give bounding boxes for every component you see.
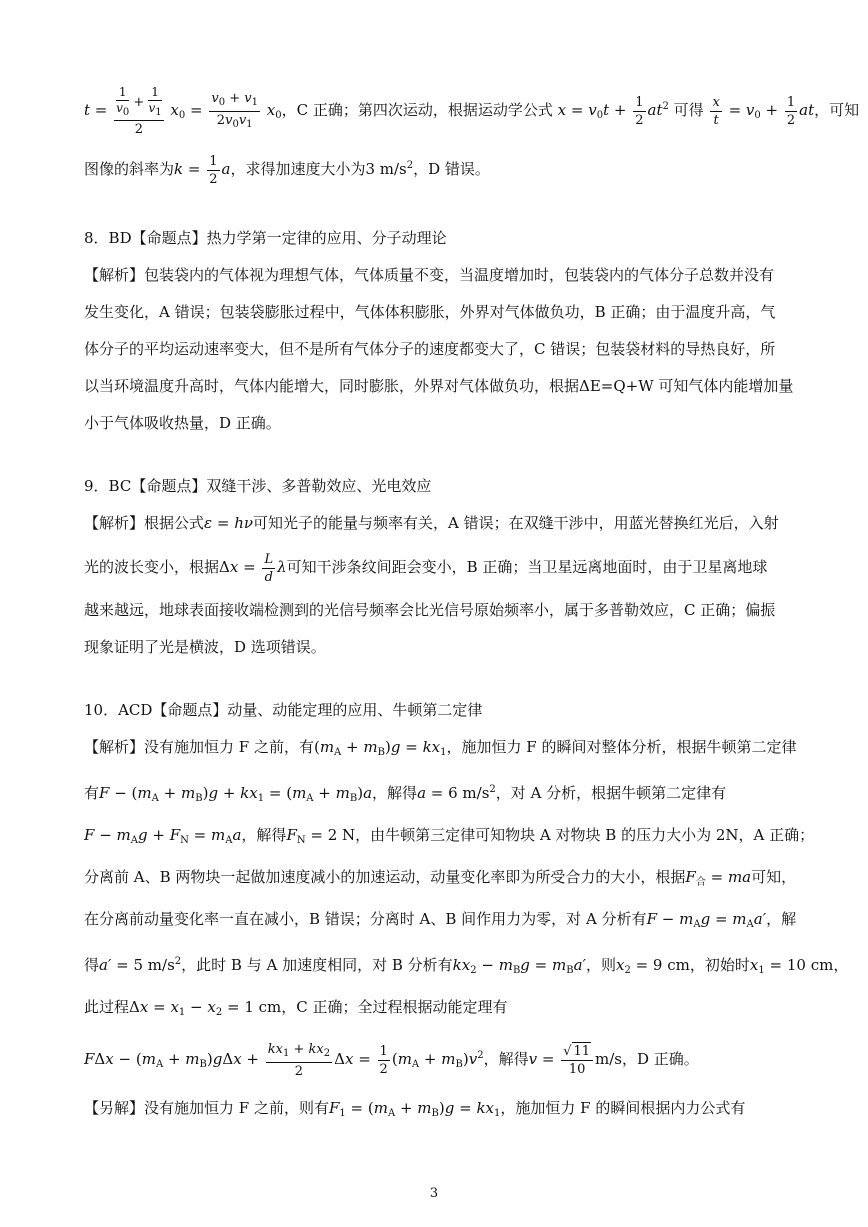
q10-line-7: 此过程$\Delta x = x_1 - x_2 = 1$ cm，C 正确；全过程根据动能定理有	[84, 998, 508, 1018]
text: 可知干涉条纹间距会变小，B 正确；当卫星远离地面时，由于卫星离地球	[286, 558, 768, 576]
q9-line-1: 【解析】根据公式ε = hν可知光子的能量与频率有关，A 错误；在双缝干涉中，用蓝光替换红光后，入射	[84, 514, 779, 532]
q7-line-1: t = $\frac{1}{v_0}$ + $\frac{1}{v_1}$ 2 $x_0$ = $\frac{v_0 + v_1}{2v_0v_1}$ $x_0$，C 正确；第四次运动，根据运动学公式 $x = v_0t$ + $\frac{1}{2}$ $at^2$ 可得 $\frac{x}{t}$ = $v_0$ + $\frac{1}{2}$ at，可知	[84, 84, 860, 137]
fraction: $\frac{√ 11}{10}$	[561, 1042, 593, 1078]
text: ，由牛顿第三定律可知物块 A 对物块 B 的压力大小为 2N，A 正确；	[355, 826, 815, 844]
q10-line-8: $F\Delta x - (m_A + m_B)g\Delta x$ + $\frac{kx_1 + kx_2}{2}$ Δx = $\frac{1}{2}$ $(m_A + m_B)v^2$，解得v = $\frac{√ 11}{10}$ m/s，D 正确。	[84, 1041, 699, 1079]
acceleration-value: 3 m/s	[365, 160, 407, 178]
fraction: $\frac{1}{2}$	[786, 94, 796, 128]
q8-line-4: 以当环境温度升高时，气体内能增大，同时膨胀，外界对气体做负功，根据ΔE=Q+W 可知气体内能增加量	[84, 377, 794, 395]
text: ，施加恒力 F 的瞬间对整体分析，根据牛顿第二定律	[446, 738, 797, 756]
q9-line-4: 现象证明了光是横波，D 选项错误。	[84, 638, 326, 656]
q10-line-9: 【另解】没有施加恒力 F 之前，则有$F_1 = (m_A + m_B)g = kx_1$，施加恒力 F 的瞬间根据内力公式有	[84, 1099, 746, 1119]
text: 有	[84, 784, 100, 802]
text: ，可知	[814, 101, 860, 119]
fraction: $\frac{L}{d}$	[264, 551, 274, 585]
text: ，C 正确；第四次运动，根据运动学公式	[281, 101, 553, 119]
fraction: $\frac{1}{2}$	[379, 1043, 388, 1077]
text: 图像的斜率为	[84, 160, 175, 178]
q10-line-4: 分离前 A、B 两物块一起做加速度减小的加速运动，动量变化率即为所受合力的大小，根据$F_合$ = ma可知，	[84, 868, 797, 888]
document-content	[84, 82, 860, 1132]
text: ，解得	[241, 826, 287, 844]
q10-line-2: 有$F - (m_A + m_B)g + kx_1 = (m_A + m_B)a$，解得a = 6 $m/s^2$，对 A 分析，根据牛顿第二定律有	[84, 784, 727, 804]
text: 【解析】根据公式	[84, 514, 205, 532]
q10-line-1: 【解析】没有施加恒力 F 之前，有$(m_A + m_B)g = kx_1$，施加恒力 F 的瞬间对整体分析，根据牛顿第二定律	[84, 738, 797, 758]
text: 光的波长变小，根据	[84, 558, 220, 576]
text: 可得	[673, 101, 704, 119]
fraction: $\frac{1}{v_0}$ + $\frac{1}{v_1}$ 2	[116, 84, 162, 137]
q10-line-6: 得a′ = 5 $m/s^2$，此时 B 与 A 加速度相同，对 B 分析有$kx_2 - m_Bg = m_Ba'$，则$x_2 = 9$ cm，初始时$x_1 = 10$ cm，	[84, 956, 849, 976]
text: 可知光子的能量与频率有关，A 错误；在双缝干涉中，用蓝光替换红光后，入射	[252, 514, 779, 532]
text: 得	[84, 956, 100, 974]
q7-line-2: 图像的斜率为k = $\frac{1}{2}$ a，求得加速度大小为3 $m/s^2$，D 错误。	[84, 153, 490, 187]
text: ，C 正确；全过程根据动能定理有	[281, 998, 508, 1016]
text: ，解得	[372, 784, 418, 802]
fraction: $\frac{1}{2}$	[209, 153, 218, 187]
text: 分离前 A、B 两物块一起做加速度减小的加速运动，动量变化率即为所受合力的大小，根据	[84, 868, 686, 886]
text: ，对 A 分析，根据牛顿第二定律有	[495, 784, 727, 802]
text: 【另解】没有施加恒力 F 之前，则有	[84, 1099, 329, 1117]
text: 可知，	[751, 868, 797, 886]
text: 在分离前动量变化率一直在减小，B 错误；分离时 A、B 间作用力为零，对 A 分析有	[84, 910, 647, 928]
text: ，施加恒力 F 的瞬间根据内力公式有	[500, 1099, 746, 1117]
text: ，则	[585, 956, 616, 974]
text: ，此时 B 与 A 加速度相同，对 B 分析有	[181, 956, 453, 974]
text: ，解得	[483, 1050, 529, 1068]
q10-line-3: $F - m_Ag + F_N = m_Aa$，解得$F_N = 2$ N，由牛顿第三定律可知物块 A 对物块 B 的压力大小为 2N，A 正确；	[84, 826, 815, 846]
text: ，求得加速度大小为	[230, 160, 366, 178]
fraction: $\frac{v_0 + v_1}{2v_0v_1}$	[211, 90, 258, 130]
q9-line-2: 光的波长变小，根据Δx = $\frac{L}{d}$ λ可知干涉条纹间距会变小，B 正确；当卫星远离地面时，由于卫星离地球	[84, 551, 768, 585]
fraction: $\frac{x}{t}$	[712, 94, 720, 128]
q10-line-5: 在分离前动量变化率一直在减小，B 错误；分离时 A、B 间作用力为零，对 A 分析有$F - m_Ag = m_Aa'$，解	[84, 910, 797, 930]
q10-heading: 10．ACD【命题点】动量、动能定理的应用、牛顿第二定律	[84, 701, 483, 719]
q9-heading: 9．BC【命题点】双缝干涉、多普勒效应、光电效应	[84, 477, 432, 495]
text: ，D 错误。	[413, 160, 490, 178]
text: ，D 正确。	[622, 1050, 699, 1068]
fraction: $\frac{kx_1 + kx_2}{2}$	[267, 1041, 331, 1079]
q8-heading: 8．BD【命题点】热力学第一定律的应用、分子动理论	[84, 229, 447, 247]
fraction: $\frac{1}{2}$	[635, 94, 644, 128]
page-number: 3	[429, 1186, 439, 1201]
q9-line-3: 越来越远，地球表面接收端检测到的光信号频率会比光信号原始频率小，属于多普勒效应，C 正确；偏振	[84, 601, 776, 619]
q8-line-1: 【解析】包装袋内的气体视为理想气体，气体质量不变，当温度增加时，包装袋内的气体分子总数并没有	[84, 266, 775, 284]
text: 【解析】没有施加恒力 F 之前，有	[84, 738, 314, 756]
text: ，初始时	[689, 956, 750, 974]
q8-line-3: 体分子的平均运动速率变大，但不是所有气体分子的速度都变大了，C 错误；包装袋材料的导热良好，所	[84, 340, 776, 358]
text: 此过程	[84, 998, 130, 1016]
text: ，解	[766, 910, 797, 928]
q8-line-5: 小于气体吸收热量，D 正确。	[84, 414, 281, 432]
q8-line-2: 发生变化，A 错误；包装袋膨胀过程中，气体体积膨胀，外界对气体做负功，B 正确；由于温度升高，气	[84, 303, 776, 321]
